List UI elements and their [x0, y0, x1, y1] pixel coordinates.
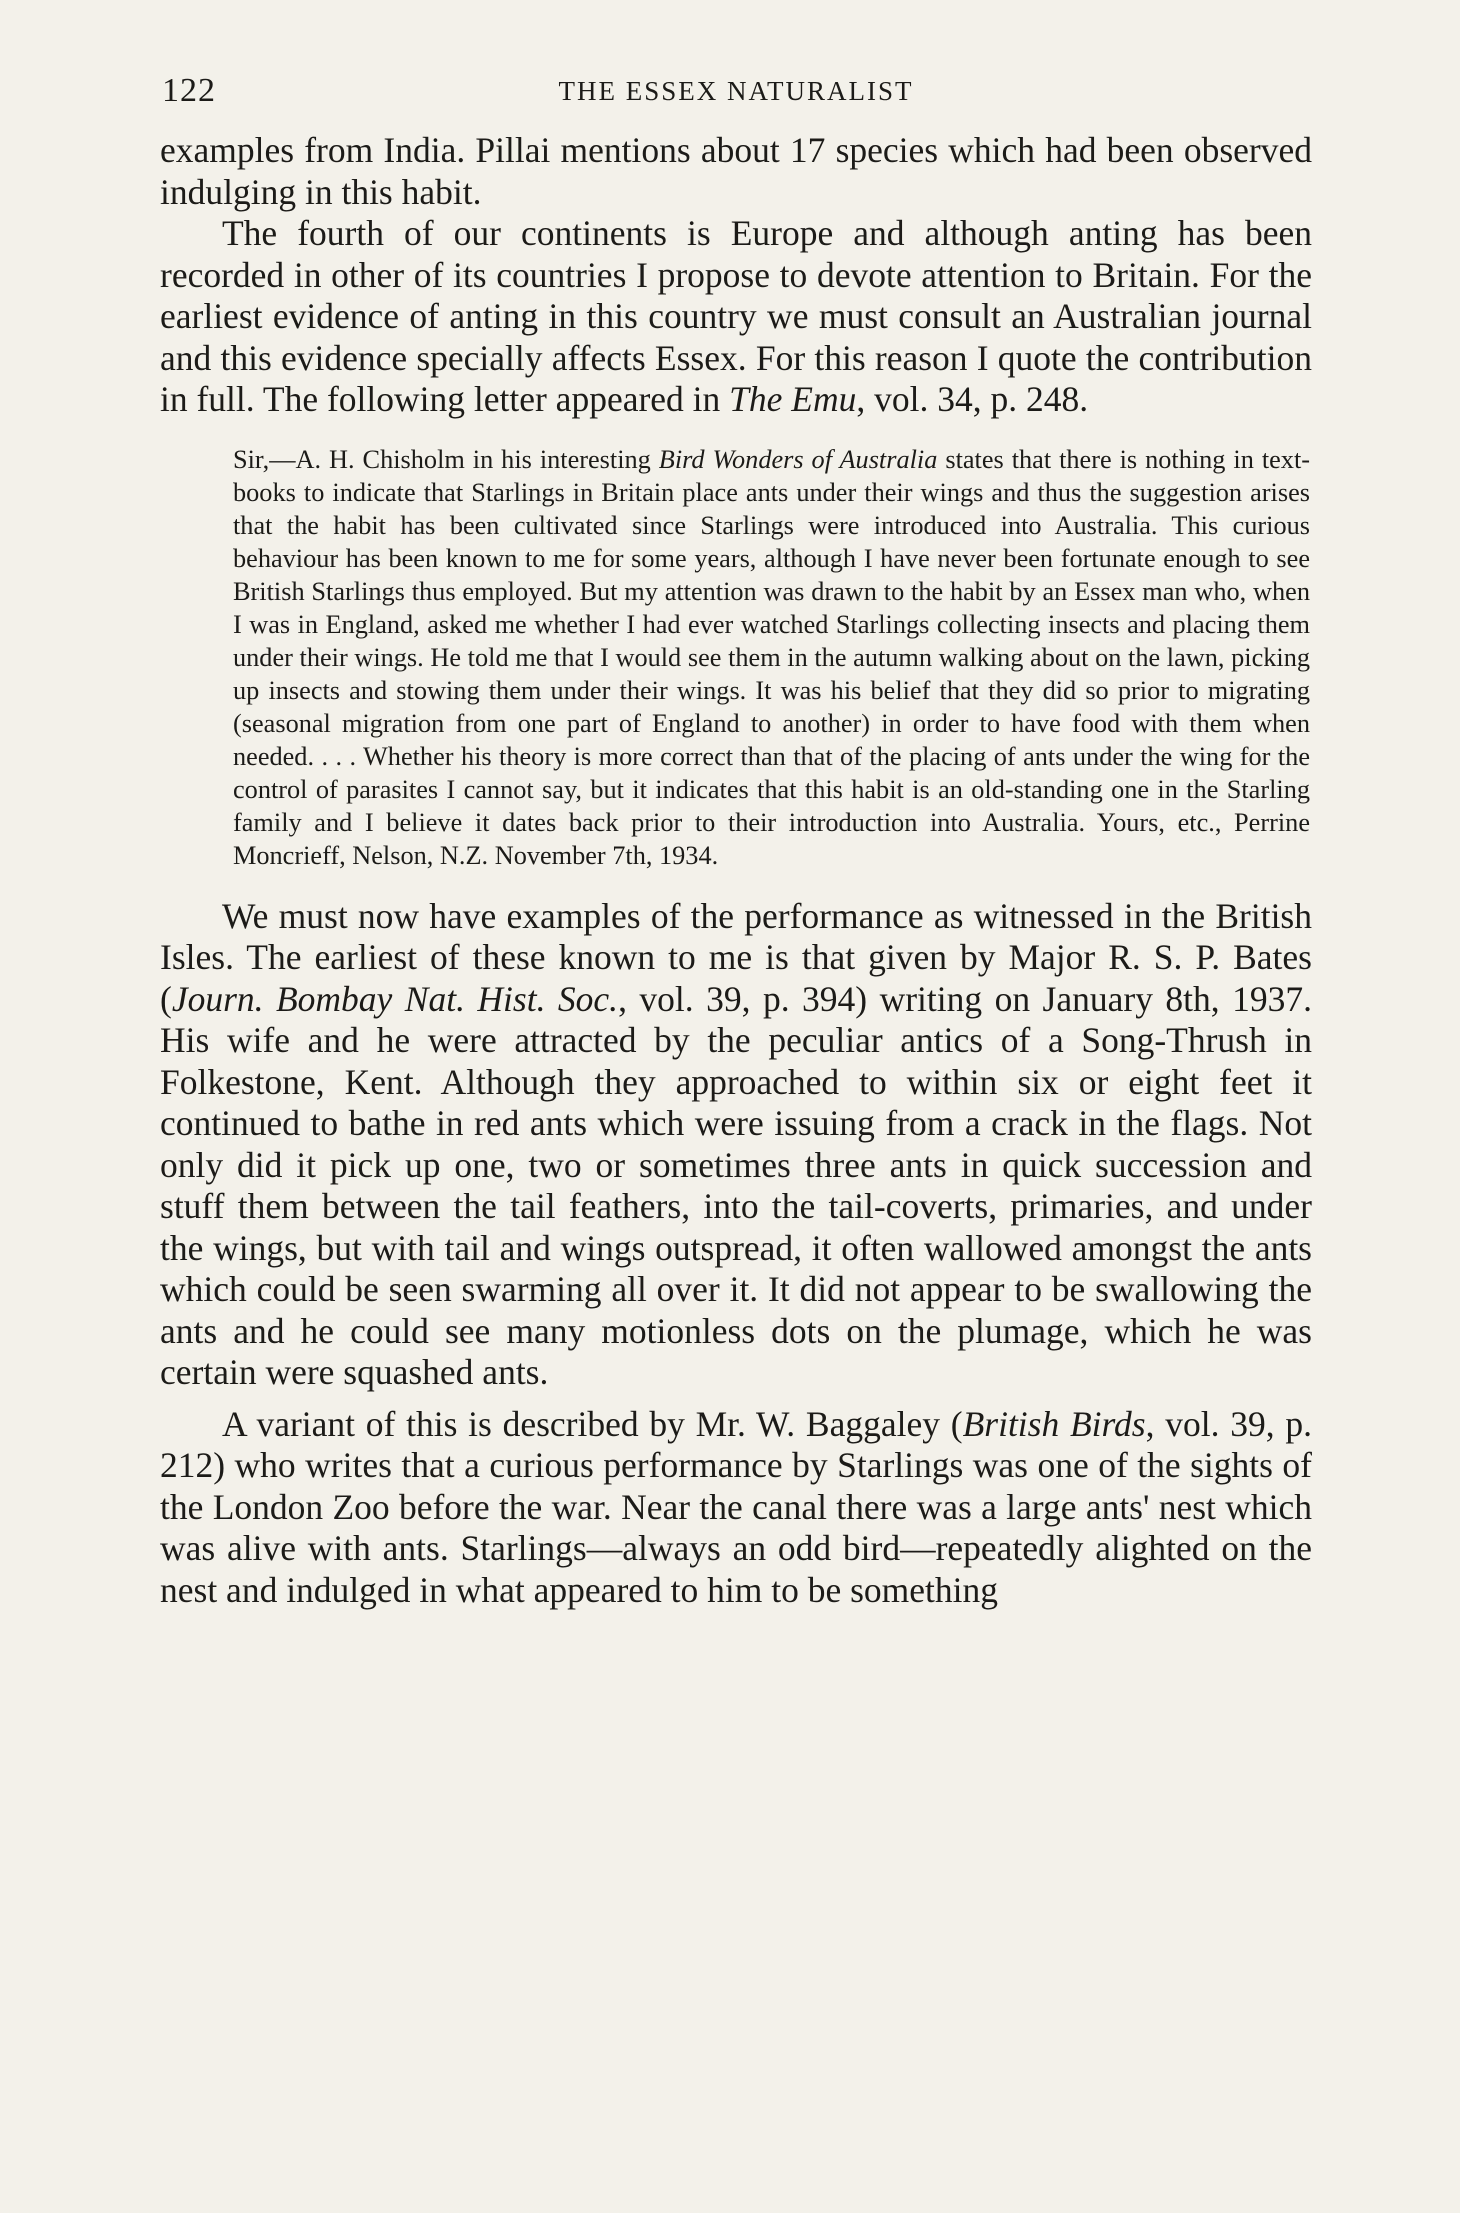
running-head	[160, 60, 1312, 130]
quote-text: states that there is nothing in text-books to indicate that Starlings in Britain place ants under their wings and thus the suggestion arises that the habit has been cultivated since Starlings were introduced into Australia. This curious behaviour has been known to me for some years, although I have never been fortunate enough to see British Starlings thus employed. But my attention was drawn to the habit by an Essex man who, when I was in England, asked me whether I had ever watched Starlings collecting insects and placing them under their wings. He told me that I would see them in the autumn walking about on the lawn, picking up insects and stowing them under their wings. It was his belief that they did so prior to migrating (seasonal migration from one part of England to another) in order to have food with them when needed. . . . Whether his theory is more correct than that of the placing of ants under the wing for the control of parasites I cannot say, but it indicates that this habit is an old-standing one in the Starling family and I believe it dates back prior to their introduction into Australia. Yours, etc., Perrine Moncrieff, Nelson, N.Z. November 7th, 1934.	[233, 444, 1311, 870]
paragraph-text: We must now have examples of the performance as witnessed in the British Isles. The earliest of these known to me is that given by Major R. S. P. Bates (	[160, 895, 1312, 1019]
book-page	[160, 60, 1312, 1611]
paragraph-text: , vol. 34, p. 248.	[856, 379, 1089, 419]
page-number: 122	[162, 72, 216, 109]
journal-citation: The Emu	[729, 379, 857, 419]
paragraph-text: A variant of this is described by Mr. W. Baggaley (	[222, 1403, 963, 1444]
paragraph-text: , vol. 39, p. 212) who writes that a curious performance by Starlings was one of the sights of the London Zoo before the war. Near the canal there was a large ants' nest which was alive with ants. Starlings—always an odd bird—repeatedly alighted on the nest and indulged in what appeared to him to be something	[160, 1403, 1313, 1610]
paragraph-europe-britain	[160, 213, 1312, 421]
book-citation: Bird Wonders of Australia	[658, 444, 938, 474]
paragraph-london-zoo	[160, 1404, 1312, 1612]
paragraph-text: , vol. 39, p. 394) writing on January 8th, 1937. His wife and he were attracted by the peculiar antics of a Song-Thrush in Folkestone, Kent. Although they approached to within six or eight feet it continued to bathe in red ants which were issuing from a crack in the flags. Not only did it pick up one, two or sometimes three ants in quick succession and stuff them between the tail feathers, into the tail-coverts, primaries, and under the wings, but with tail and wings outspread, it often wallowed amongst the ants which could be seen swarming all over it. It did not appear to be swallowing the ants and he could see many motionless dots on the plumage, which he was certain were squashed ants.	[160, 978, 1312, 1392]
paragraph-british-isles	[160, 896, 1312, 1394]
paragraph-india-examples: examples from India. Pillai mentions about 17 species which had been observed indulging in this habit.	[160, 130, 1312, 212]
journal-citation: Journ. Bombay Nat. Hist. Soc.	[171, 978, 619, 1019]
journal-citation: British Birds	[962, 1403, 1146, 1444]
quoted-letter	[233, 443, 1310, 872]
quote-text: Sir,—A. H. Chisholm in his interesting	[233, 444, 659, 474]
paragraph-text: The fourth of our continents is Europe and although anting has been recorded in other of its countries I propose to devote attention to Britain. For the earliest evidence of anting in this country we must consult an Australian journal and this evidence specially affects Essex. For this reason I quote the contribution in full. The following letter appeared in	[160, 213, 1312, 419]
journal-title: THE ESSEX NATURALIST	[558, 76, 914, 106]
